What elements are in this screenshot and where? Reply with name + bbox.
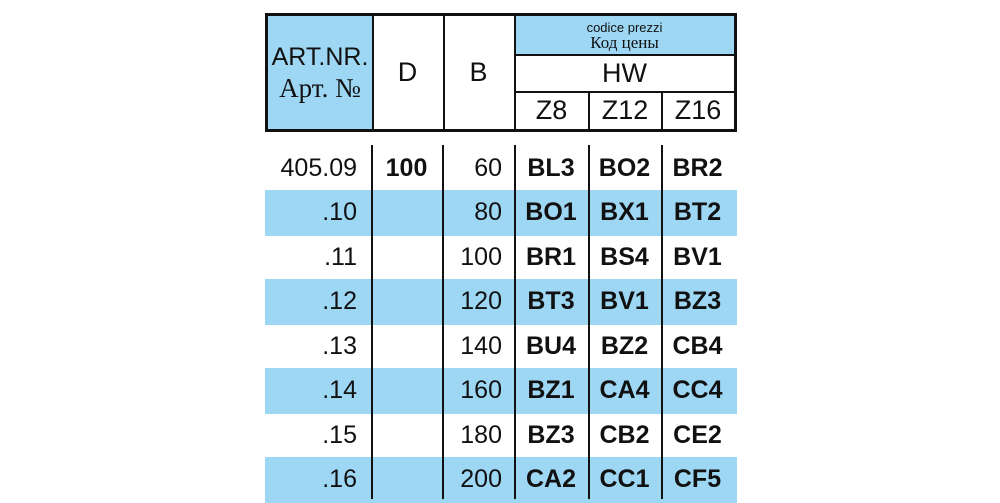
price-code-z16-cell: BR2 bbox=[672, 153, 723, 182]
price-code-z16-cell: CB4 bbox=[672, 331, 723, 360]
width-cell: 160 bbox=[460, 376, 502, 404]
art-number-cell: .13 bbox=[322, 331, 357, 360]
width-cell: 80 bbox=[474, 198, 502, 226]
art-number-cell: .16 bbox=[322, 465, 357, 493]
table-row bbox=[265, 279, 737, 325]
column-d-header: D bbox=[397, 57, 418, 87]
price-code-header bbox=[515, 16, 734, 54]
price-code-z16-cell: BT2 bbox=[673, 198, 722, 226]
table-row bbox=[265, 457, 737, 503]
width-cell: 140 bbox=[460, 331, 502, 360]
art-number-label-en: ART.NR. bbox=[271, 42, 369, 71]
table-row bbox=[265, 412, 737, 458]
art-number-label-ru: Арт. № bbox=[279, 72, 361, 103]
diameter-cell bbox=[371, 457, 442, 503]
diameter-cell bbox=[371, 190, 442, 236]
column-z12-header: Z12 bbox=[601, 95, 649, 125]
art-number-header bbox=[268, 16, 372, 129]
art-number-cell: .12 bbox=[322, 287, 357, 315]
price-code-z8-cell: BR1 bbox=[525, 242, 576, 271]
price-code-z12-cell: CC1 bbox=[599, 465, 650, 493]
table-header bbox=[265, 13, 737, 132]
column-z16-header: Z16 bbox=[674, 95, 722, 125]
price-code-z8-cell: BO1 bbox=[525, 198, 577, 226]
price-code-z8-cell: BZ1 bbox=[527, 376, 575, 404]
price-code-z16-cell: CE2 bbox=[673, 420, 722, 449]
art-number-cell: .11 bbox=[324, 242, 357, 271]
art-number-cell: .10 bbox=[322, 198, 357, 226]
column-divider bbox=[442, 145, 444, 499]
price-code-z12-cell: BS4 bbox=[600, 242, 649, 271]
header-divider bbox=[515, 54, 734, 56]
price-code-z12-cell: CB2 bbox=[599, 420, 650, 449]
diameter-cell bbox=[371, 412, 442, 458]
header-divider bbox=[661, 92, 663, 129]
diameter-cell: 100 bbox=[385, 153, 428, 182]
header-divider bbox=[372, 16, 374, 129]
art-number-cell: 405.09 bbox=[280, 153, 357, 182]
width-cell: 100 bbox=[460, 242, 502, 271]
column-b-header: B bbox=[469, 57, 488, 87]
price-code-z8-cell: BZ3 bbox=[527, 420, 575, 449]
art-number-cell: .14 bbox=[322, 376, 357, 404]
price-code-z12-cell: CA4 bbox=[599, 376, 650, 404]
price-code-z8-cell: CA2 bbox=[525, 465, 576, 493]
price-code-z12-cell: BO2 bbox=[598, 153, 651, 182]
header-divider bbox=[443, 16, 445, 129]
table-row bbox=[265, 234, 737, 280]
price-code-z8-cell: BT3 bbox=[527, 287, 575, 315]
price-code-z16-cell: BZ3 bbox=[673, 287, 722, 315]
header-divider bbox=[515, 91, 734, 93]
column-divider bbox=[661, 145, 663, 499]
table-row bbox=[265, 323, 737, 369]
price-code-z16-cell: CF5 bbox=[673, 465, 722, 493]
table-row bbox=[265, 145, 737, 191]
header-divider bbox=[514, 16, 516, 129]
column-z8-header: Z8 bbox=[535, 95, 568, 125]
price-code-z8-cell: BL3 bbox=[527, 153, 575, 182]
art-number-cell: .15 bbox=[322, 420, 357, 449]
price-code-z8-cell: BU4 bbox=[525, 331, 576, 360]
price-code-label-ru: Код цены bbox=[590, 32, 659, 52]
price-code-z12-cell: BZ2 bbox=[600, 331, 649, 360]
price-code-z12-cell: BV1 bbox=[600, 287, 649, 315]
diameter-cell bbox=[371, 234, 442, 280]
diameter-cell bbox=[371, 323, 442, 369]
diameter-cell bbox=[371, 279, 442, 325]
table-row bbox=[265, 368, 737, 414]
width-cell: 200 bbox=[460, 465, 502, 493]
price-code-z16-cell: CC4 bbox=[672, 376, 723, 404]
header-divider bbox=[588, 92, 590, 129]
width-cell: 180 bbox=[460, 420, 502, 449]
width-cell: 60 bbox=[474, 153, 502, 182]
price-code-z16-cell: BV1 bbox=[673, 242, 722, 271]
table-row bbox=[265, 190, 737, 236]
width-cell: 120 bbox=[460, 287, 502, 315]
column-divider bbox=[588, 145, 590, 499]
column-divider bbox=[371, 145, 373, 499]
diameter-cell bbox=[371, 368, 442, 414]
price-code-label-it: codice prezzi bbox=[586, 19, 663, 35]
price-code-z12-cell: BX1 bbox=[600, 198, 649, 226]
material-header: HW bbox=[602, 57, 647, 88]
column-divider bbox=[514, 145, 516, 499]
